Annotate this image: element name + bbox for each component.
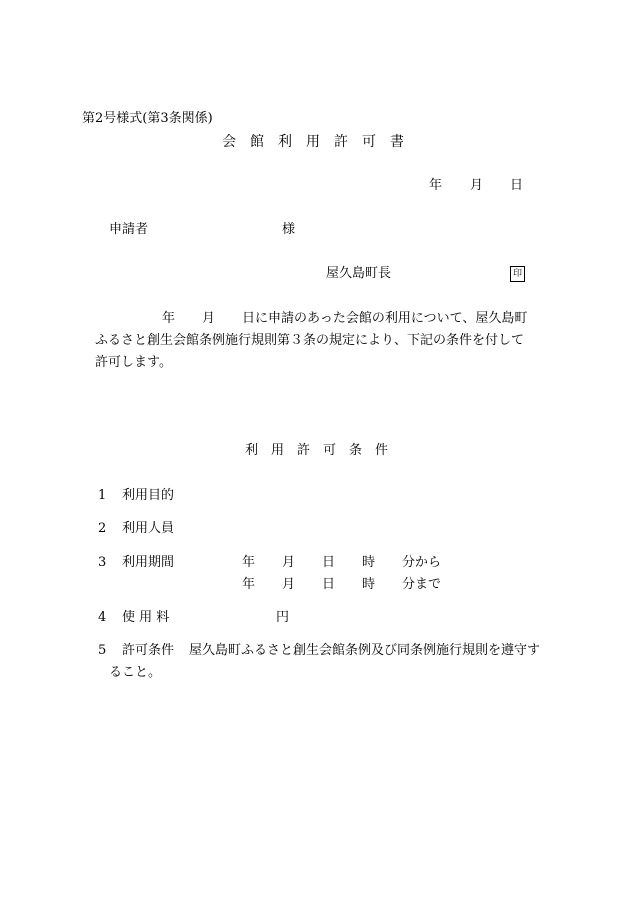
period-to-year: 年	[242, 577, 256, 592]
period-to-day: 日	[322, 577, 336, 592]
body-line-3: 許可します。	[95, 355, 172, 370]
applicant-honorific: 様	[282, 222, 296, 237]
item-3-label: 利用期間	[122, 555, 175, 570]
period-to-hour: 時	[362, 577, 376, 592]
item-1-number: 1	[98, 488, 107, 503]
body-line-1: 日に申請のあった会館の利用について、屋久島町	[242, 311, 528, 326]
date-day-label: 日	[510, 178, 524, 193]
period-to-minute: 分まで	[402, 577, 442, 592]
body-line-2: ふるさと創生会館条例施行規則第３条の規定により、下記の条件を付して	[95, 333, 525, 348]
item-5-label: 許可条件	[122, 643, 175, 658]
item-4-label: 使 用 料	[122, 610, 170, 625]
period-from-minute: 分から	[402, 555, 442, 570]
period-to-month: 月	[282, 577, 296, 592]
item-4-number: 4	[98, 610, 107, 625]
item-1-label: 利用目的	[122, 488, 175, 503]
item-5-number: 5	[98, 643, 107, 658]
body-month-label: 月	[202, 311, 216, 326]
period-from-day: 日	[322, 555, 336, 570]
item-3-number: 3	[98, 555, 107, 570]
body-year-label: 年	[162, 311, 176, 326]
seal-stamp: 印	[510, 266, 525, 282]
conditions-title: 利 用 許 可 条 件	[245, 443, 389, 458]
item-2-number: 2	[98, 521, 107, 536]
item-5-text-1: 屋久島町ふるさと創生会館条例及び同条例施行規則を遵守す	[189, 643, 541, 658]
item-5-text-2: ること。	[109, 665, 162, 680]
period-from-year: 年	[242, 555, 256, 570]
period-from-hour: 時	[362, 555, 376, 570]
fee-unit: 円	[276, 610, 290, 625]
issuer-name: 屋久島町長	[326, 266, 392, 281]
applicant-label: 申請者	[109, 222, 149, 237]
document-title: 会 館 利 用 許 可 書	[222, 134, 404, 150]
item-2-label: 利用人員	[122, 521, 175, 536]
period-from-month: 月	[282, 555, 296, 570]
date-month-label: 月	[470, 178, 484, 193]
date-year-label: 年	[429, 178, 443, 193]
form-label: 第2号様式(第3条関係)	[82, 111, 213, 126]
